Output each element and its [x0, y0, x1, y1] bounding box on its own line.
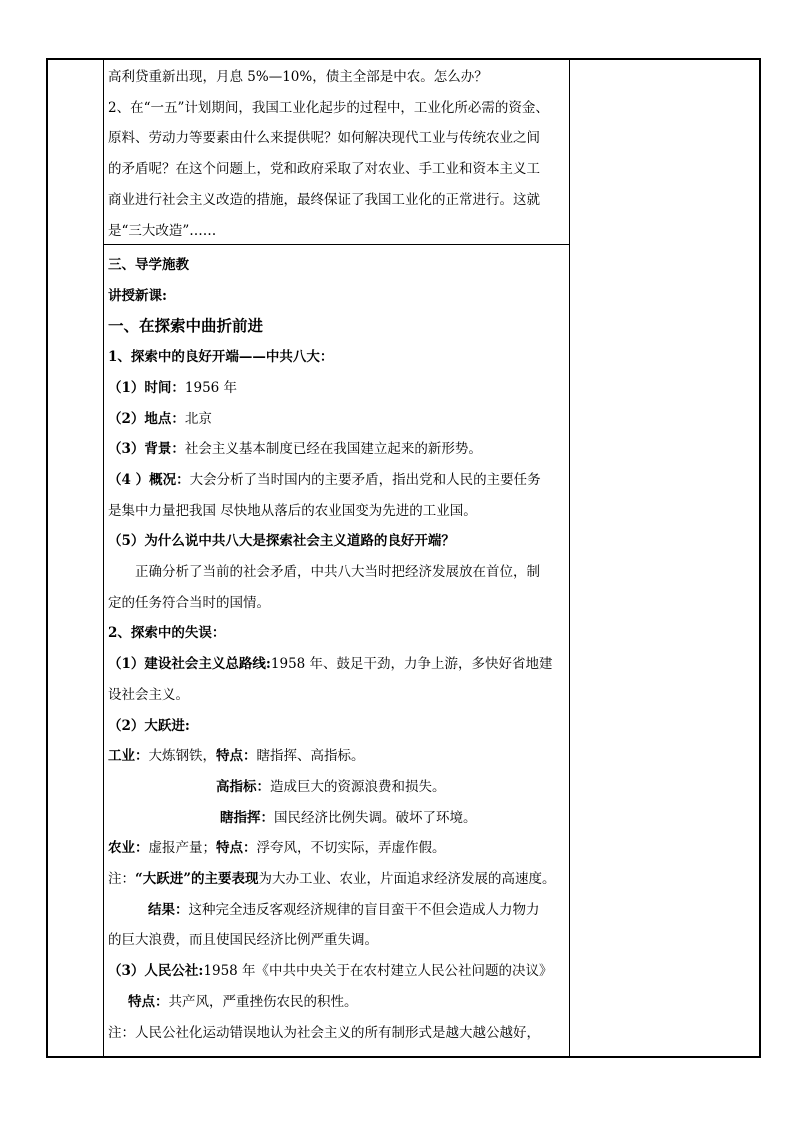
commune-label: （3）人民公社: — [108, 963, 204, 980]
commune-value: 1958 年《中共中央关于在农村建立人民公社问题的决议》 — [203, 963, 553, 980]
section-title: 三、导学施教 — [108, 257, 189, 273]
high-target-line — [108, 772, 566, 803]
overview-line-2: 是集中力量把我国 尽快地从落后的农业国变为先进的工业国。 — [108, 502, 477, 519]
agriculture-line — [108, 833, 566, 864]
note-1-prefix: 注： — [108, 871, 135, 888]
note-1-rest: 为大办工业、农业，片面追求经济发展的高速度。 — [258, 871, 556, 888]
result-label: 结果： — [148, 901, 189, 918]
note-2: 注：人民公社化运动错误地认为社会主义的所有制形式是越大越公越好， — [108, 1024, 540, 1041]
general-line-value: 1958 年、鼓足干劲，力争上游，多快好省地建 — [270, 656, 553, 673]
general-line-label: （1）建设社会主义总路线: — [108, 656, 271, 673]
high-target-label: 高指标： — [216, 778, 270, 795]
text-line: 商业进行社会主义改造的措施，最终保证了我国工业化的正常进行。这就 — [108, 191, 540, 208]
text-line: 2、在“一五”计划期间，我国工业化起步的过程中，工业化所必需的资金、 — [108, 99, 549, 116]
high-target-value: 造成巨大的资源浪费和损失。 — [270, 778, 446, 795]
agriculture-value: 虚报产量； — [148, 840, 216, 857]
note-1 — [108, 864, 566, 895]
time-label: （1）时间： — [108, 379, 185, 396]
note-1-bold: “大跃进”的主要表现 — [135, 871, 259, 888]
overview-value: 大会分析了当时国内的主要矛盾，指出党和人民的主要任务 — [189, 471, 541, 488]
text-line: 是“三大改造”…… — [108, 222, 217, 239]
intro-questions-cell — [108, 62, 566, 246]
answer-5-line-2: 定的任务符合当时的国情。 — [108, 594, 270, 611]
result-value: 这种完全违反客观经济规律的盲目蛮干不但会造成人力物力 — [188, 901, 540, 918]
lesson-content-cell — [108, 250, 566, 1048]
industry-feature-value: 瞎指挥、高指标。 — [256, 748, 365, 765]
new-lesson-label: 讲授新课: — [108, 287, 167, 304]
text-line: 原料、劳动力等要素由什么来提供呢？如何解决现代工业与传统农业之间 — [108, 130, 540, 147]
text-line: 的矛盾呢？在这个问题上，党和政府采取了对农业、手工业和资本主义工 — [108, 161, 540, 178]
lesson-table — [46, 58, 761, 1058]
industry-feature-label: 特点： — [216, 748, 257, 765]
industry-label: 工业： — [108, 748, 149, 765]
background-line — [108, 434, 566, 465]
overview-line — [108, 465, 566, 496]
blind-command-label: 瞎指挥： — [220, 809, 274, 826]
commune-feature-label: 特点： — [128, 993, 169, 1010]
industry-value: 大炼钢铁， — [148, 748, 216, 765]
heading-1: 一、在探索中曲折前进 — [108, 316, 264, 336]
heading-1-2: 2、探索中的失误： — [108, 625, 226, 642]
place-line — [108, 404, 566, 435]
answer-5-line-1: 正确分析了当前的社会矛盾，中共八大当时把经济发展放在首位，制 — [135, 564, 540, 581]
result-line — [108, 895, 566, 926]
background-value: 社会主义基本制度已经在我国建立起来的新形势。 — [184, 441, 482, 458]
column-divider-right — [569, 60, 570, 1056]
agriculture-feature-value: 浮夸风，不切实际，弄虚作假。 — [256, 840, 446, 857]
agriculture-feature-label: 特点： — [216, 840, 257, 857]
question-5: （5）为什么说中共八大是探索社会主义道路的良好开端？ — [108, 533, 455, 550]
place-label: （2）地点： — [108, 410, 185, 427]
commune-feature-value: 共产风，严重挫伤农民的积性。 — [168, 993, 358, 1010]
result-line-2: 的巨大浪费，而且使国民经济比例严重失调。 — [108, 932, 378, 949]
overview-label: （4 ）概况： — [108, 471, 190, 488]
place-value: 北京 — [184, 410, 212, 427]
time-line — [108, 373, 566, 404]
text-line: 高利贷重新出现，月息 5%—10%，债主全部是中农。怎么办？ — [108, 69, 488, 85]
heading-1-1: 1、探索中的良好开端——中共八大： — [108, 349, 334, 366]
general-line — [108, 649, 566, 680]
general-line-2: 设社会主义。 — [108, 686, 189, 703]
blind-command-value: 国民经济比例失调。破坏了环境。 — [274, 809, 477, 826]
commune-feature-line — [108, 987, 566, 1018]
background-label: （3）背景： — [108, 441, 185, 458]
industry-line — [108, 741, 566, 772]
blind-command-line — [108, 803, 566, 834]
time-value: 1956 年 — [184, 379, 238, 396]
agriculture-label: 农业： — [108, 840, 149, 857]
column-divider-left — [103, 60, 104, 1056]
great-leap-label: （2）大跃进: — [108, 717, 190, 734]
commune-line — [108, 956, 566, 987]
